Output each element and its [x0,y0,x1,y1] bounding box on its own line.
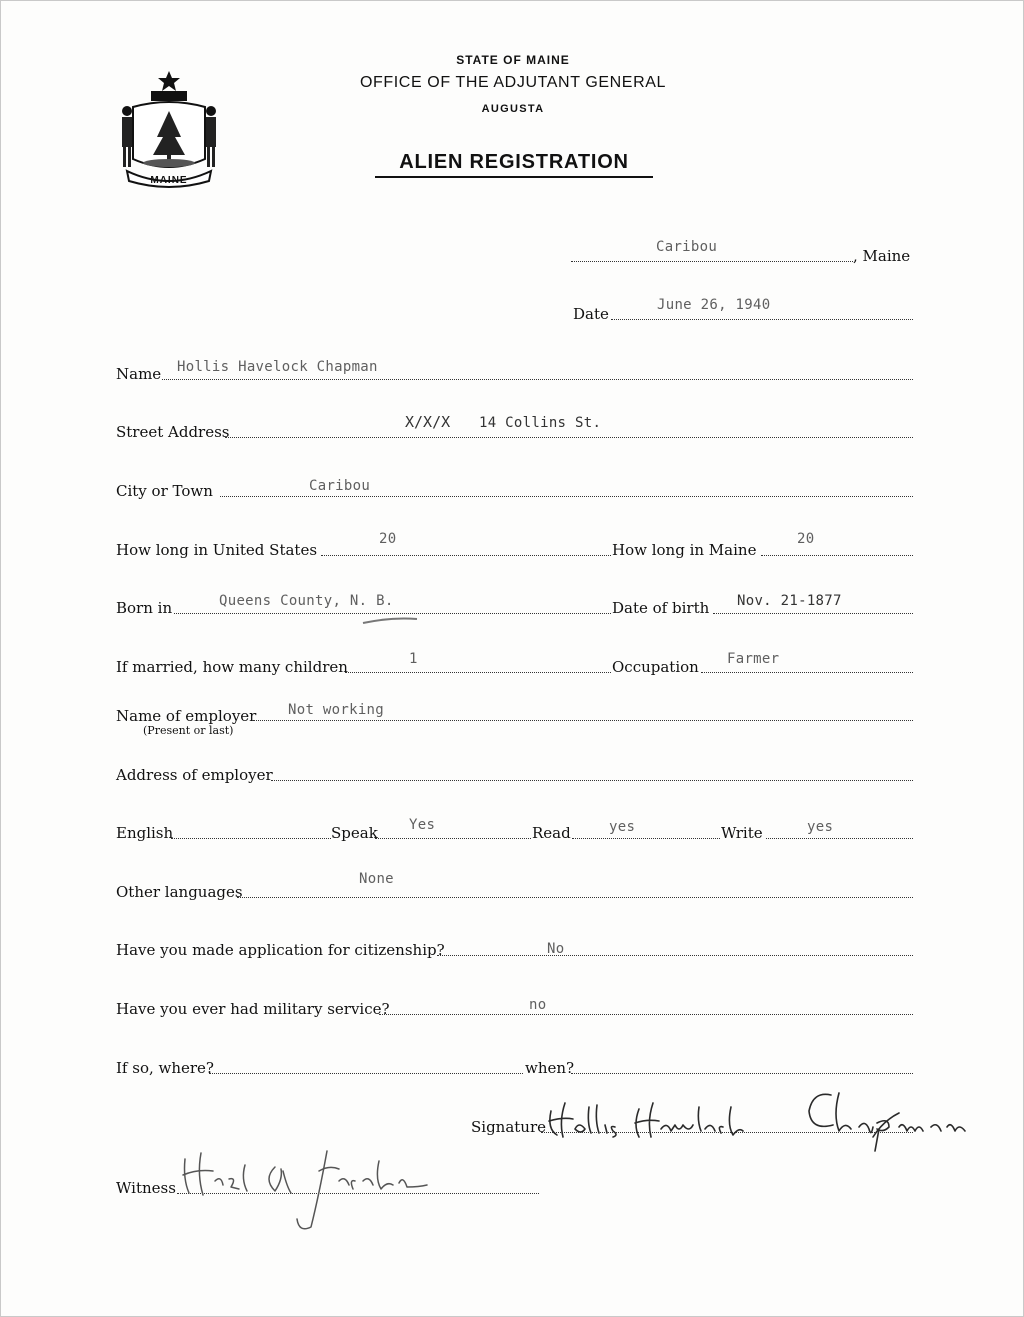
name-value: Hollis Havelock Chapman [177,359,378,375]
employer-address-line [271,780,913,781]
other-languages-label: Other languages [116,883,243,901]
military-label: Have you ever had military service? [116,1000,390,1018]
employer-value: Not working [288,702,385,718]
occupation-label: Occupation [612,658,699,676]
speak-label: Speak [331,824,378,842]
read-label: Read [532,824,571,842]
occupation-value: Farmer [727,651,780,667]
header-city: AUGUSTA [481,103,545,115]
street-struck-value: X/X/X [405,413,451,431]
other-languages-line [237,897,913,898]
witness-label: Witness [116,1179,176,1197]
seal-banner-text: MAINE [150,175,188,186]
date-value: June 26, 1940 [657,297,771,313]
how-long-maine-line [761,555,913,556]
dob-value: Nov. 21-1877 [737,593,842,609]
dob-line [713,613,913,614]
street-value: 14 Collins St. [479,415,602,431]
citizenship-value: No [547,941,565,957]
write-label: Write [721,824,763,842]
where-label: If so, where? [116,1059,214,1077]
name-line [162,379,913,380]
signature-handwriting [543,1081,989,1153]
children-value: 1 [409,651,418,667]
header-state: STATE OF MAINE [456,53,570,67]
children-line [345,672,611,673]
signature-label: Signature [471,1118,547,1136]
street-label: Street Address [116,423,230,441]
other-languages-value: None [359,871,394,887]
born-in-value: Queens County, N. B. [219,593,394,609]
born-in-label: Born in [116,599,173,617]
how-long-maine-value: 20 [797,531,815,547]
how-long-maine-label: How long in Maine [612,541,757,559]
header-office: OFFICE OF THE ADJUTANT GENERAL [359,74,667,91]
read-value: yes [609,819,636,835]
speak-line [375,838,531,839]
city-value: Caribou [309,478,371,494]
date-line [611,319,913,320]
city-label: City or Town [116,482,213,500]
maine-seal-icon [113,67,225,191]
employer-address-label: Address of employer [116,766,273,784]
military-value: no [529,997,547,1013]
when-line [571,1073,913,1074]
write-line [766,838,913,839]
when-label: when? [525,1059,575,1077]
witness-handwriting [179,1135,449,1235]
military-line [379,1014,913,1015]
children-label: If married, how many children [116,658,348,676]
english-label: English [116,824,174,842]
citizenship-line [437,955,913,956]
born-in-underline-mark [361,615,421,627]
place-value: Caribou [656,239,718,255]
page-title: ALIEN REGISTRATION [375,151,653,178]
how-long-us-value: 20 [379,531,397,547]
street-line [225,437,913,438]
place-suffix: , Maine [853,247,911,265]
how-long-us-line [321,555,611,556]
write-value: yes [807,819,834,835]
occupation-line [701,672,913,673]
employer-line [253,720,913,721]
place-line [571,261,853,262]
employer-note: (Present or last) [143,724,234,737]
dob-label: Date of birth [612,599,710,617]
born-in-line [174,613,611,614]
citizenship-label: Have you made application for citizenship? [116,941,445,959]
name-label: Name [116,365,162,383]
date-label: Date [573,305,609,323]
read-line [572,838,720,839]
english-line [171,838,331,839]
how-long-us-label: How long in United States [116,541,318,559]
speak-value: Yes [409,817,436,833]
city-line [220,496,913,497]
employer-label: Name of employer [116,707,257,725]
where-line [209,1073,523,1074]
